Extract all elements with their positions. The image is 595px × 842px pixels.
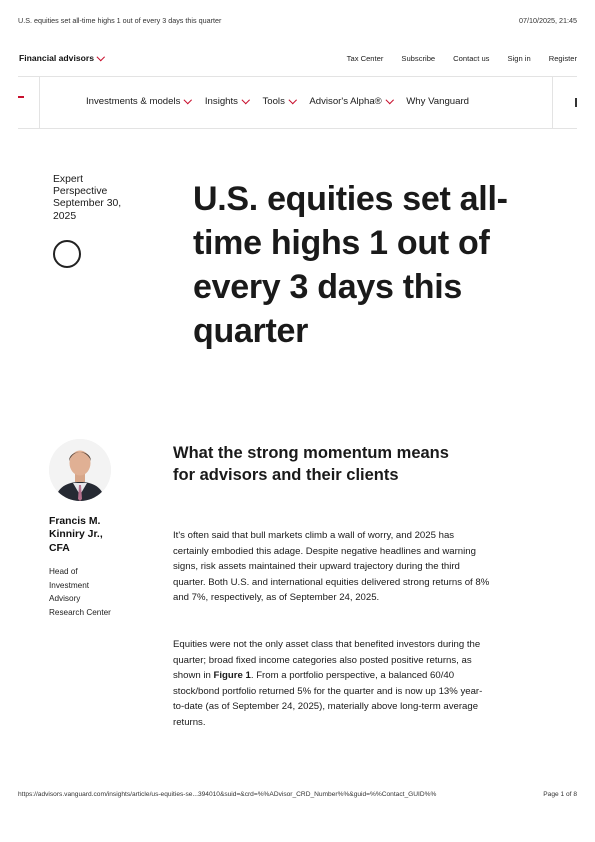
article-category: Expert (53, 174, 84, 185)
author-photo (49, 439, 111, 501)
author-name-line: Kinniry Jr., (49, 529, 103, 541)
body-paragraph (173, 637, 491, 731)
nav-item-advisors-alpha[interactable] (309, 96, 392, 107)
article-category: Perspective (53, 186, 108, 198)
print-footer-url: https://advisors.vanguard.com/insights/article/us-equities-se...394010&suid=&crd=%%ADvisor_CRD_Number%%&guid=%%Contact_GUID%% (18, 791, 437, 798)
tax-center-link[interactable]: Tax Center (346, 54, 384, 63)
author-role-line: Research Center (49, 607, 111, 617)
utility-links (347, 54, 577, 63)
logo-icon[interactable] (18, 96, 24, 98)
author-role-line: Advisory (49, 594, 81, 604)
article-meta (53, 174, 121, 223)
chevron-down-icon (289, 96, 297, 104)
audio-play-button[interactable] (53, 240, 81, 268)
audience-menu[interactable] (19, 53, 104, 63)
chevron-down-icon (386, 96, 394, 104)
divider (18, 76, 577, 77)
divider (39, 77, 40, 128)
nav-item-label: Advisor's Alpha® (309, 96, 382, 107)
paragraph-text: Equities were not the only asset class that benefited investors during the quarter; broad fixed income categories also posted positive returns, as shown in (173, 639, 481, 682)
nav-item-investments[interactable] (86, 96, 191, 107)
nav-item-tools[interactable] (262, 96, 295, 107)
subscribe-link[interactable]: Subscribe (401, 54, 436, 63)
print-footer-page: Page 1 of 8 (543, 791, 577, 798)
author-name-line: Francis M. (49, 516, 101, 527)
chevron-down-icon (184, 96, 192, 104)
figure-1-link[interactable]: Figure 1 (213, 670, 251, 682)
utility-nav (0, 53, 595, 65)
main-nav (86, 96, 483, 107)
sign-in-link[interactable]: Sign in (507, 54, 531, 63)
nav-item-label: Why Vanguard (406, 96, 469, 107)
author-role-line: Head of (49, 567, 78, 576)
print-header-title: U.S. equities set all-time highs 1 out of every 3 days this quarter (18, 16, 222, 25)
body-paragraph: It's often said that bull markets climb a wall of worry, and 2025 has certainly embodied this adage. Despite negative headlines and warning signs, risk assets maintained their upward trajectory during the third quarter. Both U.S. and international equities delivered strong returns of 8% and 7%, respectively, as of September 24, 2025. (173, 530, 490, 604)
nav-item-label: Tools (262, 96, 285, 107)
author-role-line: Investment (49, 580, 90, 590)
author-name-line: CFA (49, 542, 70, 554)
nav-item-label: Investments & models (86, 96, 181, 107)
divider (18, 128, 577, 129)
contact-us-link[interactable]: Contact us (453, 54, 490, 63)
nav-item-label: Insights (204, 96, 238, 107)
article-date: September 30, (53, 198, 122, 210)
avatar (49, 439, 111, 501)
divider (552, 77, 553, 128)
section-heading: What the strong momentum means for advisors and their clients (173, 444, 449, 484)
page-title: U.S. equities set all-time highs 1 out of every 3 days this quarter (193, 180, 508, 350)
nav-item-why-vanguard[interactable] (406, 96, 469, 107)
print-header-datetime: 07/10/2025, 21:45 (519, 16, 577, 25)
article-date: 2025 (53, 210, 77, 222)
chevron-down-icon (97, 53, 105, 61)
search-icon[interactable] (575, 98, 577, 107)
paragraph-text: . From a portfolio perspective, a balanced 60/40 stock/bond portfolio returned 5% for the quarter and is now up 13% year-to-date (as of September 24, 2025), materially above long-term average returns. (173, 670, 483, 728)
nav-item-insights[interactable] (205, 96, 249, 107)
audience-label: Financial advisors (19, 53, 94, 63)
author-name[interactable] (49, 515, 103, 555)
chevron-down-icon (242, 96, 250, 104)
author-role (49, 565, 111, 619)
register-link[interactable]: Register (548, 54, 577, 63)
